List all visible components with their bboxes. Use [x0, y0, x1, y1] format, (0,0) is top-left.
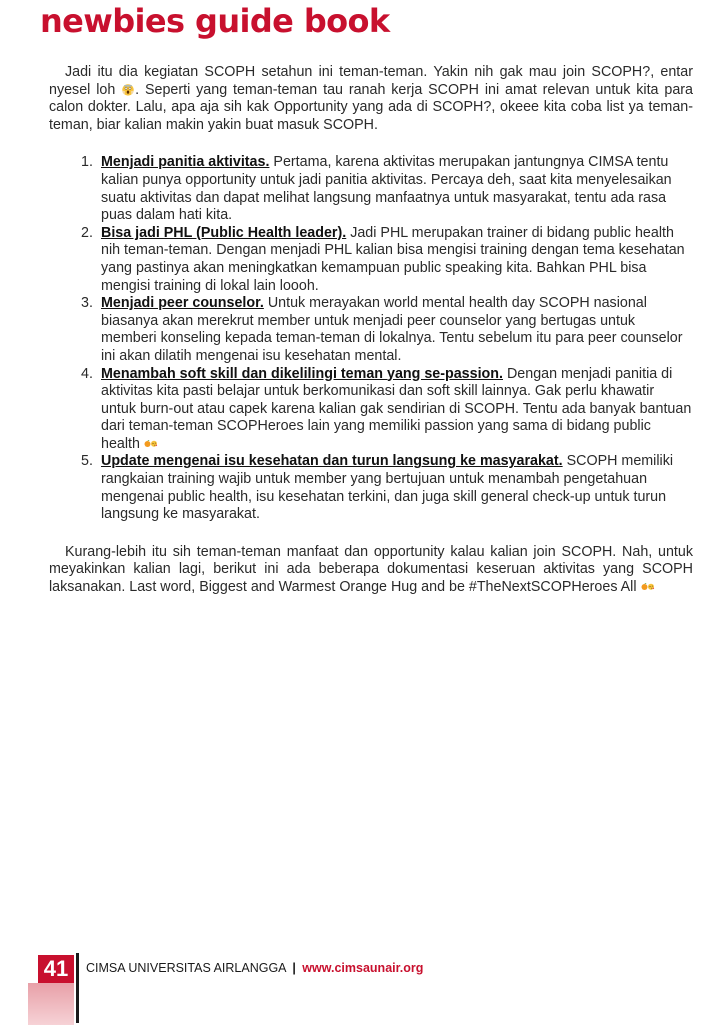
intro-paragraph [49, 64, 693, 134]
benefit-item-4 [101, 366, 693, 454]
scream-face-icon [121, 83, 135, 96]
benefit-item-1 [101, 154, 693, 224]
benefit-heading: Bisa jadi PHL (Public Health leader). [101, 224, 347, 241]
page-number-tab [28, 983, 74, 1025]
benefit-text: Jadi PHL merupakan trainer di bidang public health nih teman-teman. Dengan menjadi PHL kalian bisa mengisi training dengan tema kesehatan yang pastinya akan meningkatkan kemampuan public speaking kita. Bahkan PHL bisa mengisi training di lokal lain loooh. [101, 224, 685, 294]
closing-text: Kurang-lebih itu sih teman-teman manfaat dan opportunity kalau kalian join SCOPH. Nah, untuk meyakinkan kalian lagi, berikut ini ada beberapa dokumentasi keseruan aktivitas yang SCOPH laksanakan. Last word, Biggest and Warmest Orange Hug and be #TheNextSCOPHeroes All [49, 543, 693, 596]
footer-separator: | [292, 961, 296, 975]
orange-kiss-icon [144, 437, 158, 450]
benefit-heading: Menjadi peer counselor. [101, 295, 264, 312]
benefit-heading: Menambah soft skill dan dikelilingi teman yang se-passion. [101, 365, 503, 382]
closing-paragraph [49, 544, 693, 597]
benefit-text: Untuk merayakan world mental health day SCOPH nasional biasanya akan merekrut member untuk menjadi peer counselor yang bertugas untuk memberi konseling kepada teman-teman di lokalnya. Tentu sebelum itu para peer counselor ini akan dilatih mengenai isu kesehatan mental. [101, 295, 683, 364]
benefit-item-3 [101, 295, 693, 365]
footer-divider [76, 953, 79, 1023]
benefit-text: SCOPH memiliki rangkaian training wajib untuk member yang bertujuan untuk menambah pengetahuan mengenai public health, isu kesehatan terkini, dan juga skill general check-up untuk turun langsung ke masyarakat. [101, 453, 674, 523]
footer-org: CIMSA UNIVERSITAS AIRLANGGA [86, 961, 286, 975]
benefit-item-2 [101, 225, 693, 295]
benefit-text: Pertama, karena aktivitas merupakan jantungnya CIMSA tentu kalian punya opportunity untuk jadi panitia aktivitas. Percaya deh, saat kita menyelesaikan suatu aktivitas dan dapat melihat langsung manfaatnya untuk masyarakat, tentu ada rasa puas dalam hati kita. [101, 154, 672, 224]
page-footer [28, 950, 708, 1025]
intro-text-end: . Seperti yang teman-teman tau ranah kerja SCOPH ini amat relevan untuk kita para calon dokter. Lalu, apa aja sih kak Opportunity yang ada di SCOPH?, okeee kita coba list ya teman-teman, biar kalian makin yakin buat masuk SCOPH. [49, 81, 693, 133]
benefit-heading: Update mengenai isu kesehatan dan turun langsung ke masyarakat. [101, 453, 563, 470]
orange-kiss-icon [641, 580, 655, 593]
benefit-text: Dengan menjadi panitia di aktivitas kita pasti belajar untuk berkomunikasi dan soft skill lainnya. Gak perlu khawatir untuk burn-out atau capek karena kalian gak sendirian di SCOPH. Tentu ada banyak bantuan dari teman-teman SCOPHeroes lain yang memiliki passion yang sama di bidang public health [101, 365, 692, 452]
footer-caption [86, 961, 423, 975]
main-content [49, 64, 693, 597]
footer-url-link[interactable]: www.cimsaunair.org [302, 961, 424, 975]
benefit-heading: Menjadi panitia aktivitas. [101, 154, 270, 171]
benefit-item-5 [101, 453, 693, 523]
intro-text-start: Jadi itu dia kegiatan SCOPH setahun ini teman-teman. Yakin nih gak mau join SCOPH?, entar nyesel loh [49, 64, 693, 98]
page-number: 41 [38, 955, 74, 983]
page-title: newbies guide book [40, 2, 390, 40]
benefit-list [49, 154, 693, 523]
